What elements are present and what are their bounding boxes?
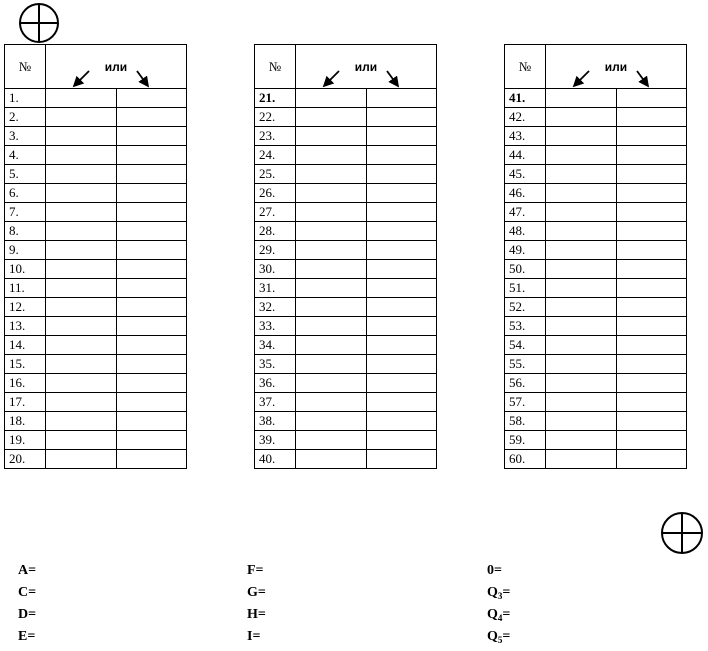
answer-cell-left[interactable] bbox=[46, 241, 117, 260]
table-row bbox=[5, 165, 187, 184]
table-row bbox=[5, 355, 187, 374]
table-row bbox=[505, 355, 687, 374]
row-number: 38. bbox=[255, 412, 296, 431]
answer-cell-right[interactable] bbox=[617, 298, 687, 317]
answer-cell-right[interactable] bbox=[617, 146, 687, 165]
answer-cell-left[interactable] bbox=[546, 431, 617, 450]
table-row bbox=[255, 336, 437, 355]
table-row bbox=[5, 241, 187, 260]
table-row bbox=[505, 146, 687, 165]
answer-cell-left[interactable] bbox=[546, 203, 617, 222]
answer-cell-right[interactable] bbox=[117, 260, 187, 279]
answer-cell-left[interactable] bbox=[546, 355, 617, 374]
answer-cell-left[interactable] bbox=[46, 127, 117, 146]
answer-cell-left[interactable] bbox=[296, 108, 367, 127]
table-row bbox=[505, 222, 687, 241]
answer-cell-left[interactable] bbox=[46, 336, 117, 355]
answer-cell-left[interactable] bbox=[546, 184, 617, 203]
formula-f: F= bbox=[247, 563, 264, 578]
row-number: 59. bbox=[505, 431, 546, 450]
answer-cell-left[interactable] bbox=[296, 184, 367, 203]
answer-cell-right[interactable] bbox=[617, 241, 687, 260]
or-header bbox=[46, 45, 187, 89]
answer-cell-right[interactable] bbox=[617, 222, 687, 241]
answer-cell-left[interactable] bbox=[296, 450, 367, 469]
answer-cell-right[interactable] bbox=[367, 260, 437, 279]
answer-cell-left[interactable] bbox=[46, 279, 117, 298]
row-number: 9. bbox=[5, 241, 46, 260]
table-row bbox=[255, 412, 437, 431]
answer-cell-left[interactable] bbox=[46, 298, 117, 317]
registration-mark-bottom-right-icon bbox=[660, 511, 704, 555]
table-row bbox=[505, 431, 687, 450]
formula-g: G= bbox=[247, 585, 266, 600]
table-row bbox=[5, 127, 187, 146]
row-number: 26. bbox=[255, 184, 296, 203]
answer-cell-left[interactable] bbox=[546, 450, 617, 469]
answer-cell-left[interactable] bbox=[546, 279, 617, 298]
answer-cell-right[interactable] bbox=[367, 108, 437, 127]
answer-cell-right[interactable] bbox=[367, 184, 437, 203]
answer-cell-right[interactable] bbox=[117, 336, 187, 355]
answer-cell-right[interactable] bbox=[367, 317, 437, 336]
answer-cell-left[interactable] bbox=[46, 89, 117, 108]
row-number: 28. bbox=[255, 222, 296, 241]
row-number: 6. bbox=[5, 184, 46, 203]
table-row bbox=[255, 450, 437, 469]
answer-cell-left[interactable] bbox=[296, 355, 367, 374]
answer-cell-right[interactable] bbox=[367, 241, 437, 260]
answer-cell-right[interactable] bbox=[367, 222, 437, 241]
table-row bbox=[255, 146, 437, 165]
table-row bbox=[505, 279, 687, 298]
answer-cell-left[interactable] bbox=[46, 203, 117, 222]
answer-table-3 bbox=[504, 44, 687, 469]
row-number: 5. bbox=[5, 165, 46, 184]
answer-cell-left[interactable] bbox=[296, 317, 367, 336]
answer-cell-right[interactable] bbox=[617, 127, 687, 146]
row-number: 23. bbox=[255, 127, 296, 146]
row-number: 14. bbox=[5, 336, 46, 355]
row-number: 58. bbox=[505, 412, 546, 431]
answer-cell-left[interactable] bbox=[46, 412, 117, 431]
answer-cell-right[interactable] bbox=[617, 108, 687, 127]
answer-cell-right[interactable] bbox=[617, 355, 687, 374]
answer-cell-left[interactable] bbox=[296, 222, 367, 241]
answer-cell-right[interactable] bbox=[367, 374, 437, 393]
formula-q4: $Q_4=$ bbox=[487, 607, 511, 623]
row-number: 39. bbox=[255, 431, 296, 450]
answer-cell-left[interactable] bbox=[296, 298, 367, 317]
formula-c: C= bbox=[18, 585, 37, 600]
answer-cell-left[interactable] bbox=[296, 260, 367, 279]
table-row bbox=[505, 203, 687, 222]
table-row bbox=[5, 260, 187, 279]
table-row bbox=[5, 279, 187, 298]
row-number: 19. bbox=[5, 431, 46, 450]
table-row bbox=[255, 298, 437, 317]
answer-cell-right[interactable] bbox=[617, 393, 687, 412]
answer-cell-left[interactable] bbox=[546, 146, 617, 165]
answer-cell-right[interactable] bbox=[617, 450, 687, 469]
table-row bbox=[5, 393, 187, 412]
formula-q5: $Q_5=$ bbox=[487, 629, 511, 645]
arrows-icon bbox=[546, 45, 687, 88]
or-header bbox=[296, 45, 437, 89]
or-header bbox=[546, 45, 687, 89]
table-row bbox=[505, 336, 687, 355]
row-number: 4. bbox=[5, 146, 46, 165]
answer-cell-right[interactable] bbox=[117, 412, 187, 431]
table-row bbox=[255, 127, 437, 146]
number-header: № bbox=[5, 45, 46, 89]
answer-cell-left[interactable] bbox=[546, 393, 617, 412]
row-number: 60. bbox=[505, 450, 546, 469]
answer-cell-right[interactable] bbox=[617, 165, 687, 184]
table-row bbox=[255, 431, 437, 450]
or-label: или bbox=[104, 60, 128, 74]
row-number: 8. bbox=[5, 222, 46, 241]
table-row bbox=[505, 165, 687, 184]
row-number: 37. bbox=[255, 393, 296, 412]
table-row bbox=[5, 336, 187, 355]
answer-cell-right[interactable] bbox=[617, 336, 687, 355]
row-number: 46. bbox=[505, 184, 546, 203]
table-row bbox=[505, 298, 687, 317]
row-number: 47. bbox=[505, 203, 546, 222]
answer-cell-left[interactable] bbox=[46, 450, 117, 469]
answer-cell-left[interactable] bbox=[546, 222, 617, 241]
table-row bbox=[5, 317, 187, 336]
answer-cell-right[interactable] bbox=[617, 374, 687, 393]
row-number: 10. bbox=[5, 260, 46, 279]
table-row bbox=[505, 393, 687, 412]
answer-cell-left[interactable] bbox=[296, 241, 367, 260]
table-row bbox=[255, 317, 437, 336]
answer-cell-left[interactable] bbox=[296, 165, 367, 184]
table-row bbox=[255, 374, 437, 393]
row-number: 32. bbox=[255, 298, 296, 317]
row-number: 30. bbox=[255, 260, 296, 279]
answer-cell-right[interactable] bbox=[367, 127, 437, 146]
or-label: или bbox=[604, 60, 628, 74]
row-number: 24. bbox=[255, 146, 296, 165]
answer-cell-right[interactable] bbox=[367, 203, 437, 222]
table-row bbox=[5, 374, 187, 393]
answer-cell-right[interactable] bbox=[617, 412, 687, 431]
table-row bbox=[505, 108, 687, 127]
row-number: 43. bbox=[505, 127, 546, 146]
answer-cell-left[interactable] bbox=[46, 393, 117, 412]
row-number: 21. bbox=[255, 89, 296, 108]
row-number: 36. bbox=[255, 374, 296, 393]
row-number: 7. bbox=[5, 203, 46, 222]
answer-cell-left[interactable] bbox=[46, 146, 117, 165]
table-row bbox=[5, 298, 187, 317]
answer-cell-right[interactable] bbox=[117, 374, 187, 393]
formula-h: H= bbox=[247, 607, 266, 622]
answer-cell-left[interactable] bbox=[46, 431, 117, 450]
answer-cell-left[interactable] bbox=[46, 355, 117, 374]
row-number: 50. bbox=[505, 260, 546, 279]
answer-cell-right[interactable] bbox=[117, 108, 187, 127]
row-number: 49. bbox=[505, 241, 546, 260]
answer-cell-left[interactable] bbox=[296, 431, 367, 450]
table-row bbox=[505, 374, 687, 393]
row-number: 17. bbox=[5, 393, 46, 412]
row-number: 20. bbox=[5, 450, 46, 469]
answer-cell-right[interactable] bbox=[117, 355, 187, 374]
answer-cell-left[interactable] bbox=[296, 393, 367, 412]
row-number: 33. bbox=[255, 317, 296, 336]
answer-cell-left[interactable] bbox=[546, 127, 617, 146]
answer-cell-right[interactable] bbox=[117, 127, 187, 146]
answer-cell-right[interactable] bbox=[367, 431, 437, 450]
row-number: 12. bbox=[5, 298, 46, 317]
table-row bbox=[505, 260, 687, 279]
row-number: 2. bbox=[5, 108, 46, 127]
table-row bbox=[255, 203, 437, 222]
answer-cell-right[interactable] bbox=[117, 298, 187, 317]
answer-cell-right[interactable] bbox=[367, 146, 437, 165]
table-row bbox=[255, 279, 437, 298]
answer-cell-left[interactable] bbox=[46, 317, 117, 336]
formula-i: I= bbox=[247, 629, 261, 644]
answer-cell-right[interactable] bbox=[367, 298, 437, 317]
table-row bbox=[505, 450, 687, 469]
answer-cell-left[interactable] bbox=[546, 108, 617, 127]
table-row bbox=[255, 241, 437, 260]
row-number: 35. bbox=[255, 355, 296, 374]
answer-cell-left[interactable] bbox=[46, 165, 117, 184]
table-row bbox=[505, 317, 687, 336]
number-header: № bbox=[505, 45, 546, 89]
answer-cell-right[interactable] bbox=[617, 203, 687, 222]
answer-cell-right[interactable] bbox=[367, 450, 437, 469]
answer-cell-right[interactable] bbox=[117, 393, 187, 412]
row-number: 13. bbox=[5, 317, 46, 336]
answer-cell-right[interactable] bbox=[617, 184, 687, 203]
formula-q3: $Q_3=$ bbox=[487, 585, 511, 601]
row-number: 22. bbox=[255, 108, 296, 127]
answer-cell-left[interactable] bbox=[546, 298, 617, 317]
answer-cell-left[interactable] bbox=[46, 108, 117, 127]
answer-cell-left[interactable] bbox=[296, 146, 367, 165]
table-row bbox=[505, 412, 687, 431]
answer-cell-right[interactable] bbox=[617, 279, 687, 298]
answer-cell-left[interactable] bbox=[546, 412, 617, 431]
row-number: 25. bbox=[255, 165, 296, 184]
table-row bbox=[5, 89, 187, 108]
table-row bbox=[255, 184, 437, 203]
table-row bbox=[255, 355, 437, 374]
answer-cell-left[interactable] bbox=[296, 412, 367, 431]
answer-cell-right[interactable] bbox=[117, 431, 187, 450]
answer-cell-right[interactable] bbox=[117, 317, 187, 336]
or-label: или bbox=[354, 60, 378, 74]
answer-cell-left[interactable] bbox=[296, 279, 367, 298]
table-row bbox=[505, 127, 687, 146]
table-row bbox=[5, 146, 187, 165]
formula-a: A= bbox=[18, 563, 37, 578]
answer-cell-right[interactable] bbox=[367, 165, 437, 184]
table-row bbox=[505, 184, 687, 203]
table-row bbox=[505, 241, 687, 260]
table-row bbox=[5, 184, 187, 203]
row-number: 15. bbox=[5, 355, 46, 374]
table-row bbox=[5, 450, 187, 469]
row-number: 55. bbox=[505, 355, 546, 374]
row-number: 29. bbox=[255, 241, 296, 260]
row-number: 18. bbox=[5, 412, 46, 431]
answer-cell-left[interactable] bbox=[296, 336, 367, 355]
answer-cell-left[interactable] bbox=[46, 222, 117, 241]
row-number: 40. bbox=[255, 450, 296, 469]
row-number: 51. bbox=[505, 279, 546, 298]
row-number: 45. bbox=[505, 165, 546, 184]
table-row bbox=[505, 89, 687, 108]
answer-cell-left[interactable] bbox=[546, 165, 617, 184]
row-number: 48. bbox=[505, 222, 546, 241]
answer-cell-left[interactable] bbox=[296, 374, 367, 393]
answer-cell-right[interactable] bbox=[117, 450, 187, 469]
answer-cell-left[interactable] bbox=[296, 203, 367, 222]
answer-cell-right[interactable] bbox=[117, 146, 187, 165]
answer-table-2 bbox=[254, 44, 437, 469]
row-number: 31. bbox=[255, 279, 296, 298]
answer-cell-right[interactable] bbox=[617, 89, 687, 108]
table-row bbox=[5, 108, 187, 127]
answer-cell-left[interactable] bbox=[296, 127, 367, 146]
table-row bbox=[255, 260, 437, 279]
row-number: 34. bbox=[255, 336, 296, 355]
row-number: 57. bbox=[505, 393, 546, 412]
row-number: 53. bbox=[505, 317, 546, 336]
answer-cell-right[interactable] bbox=[367, 412, 437, 431]
answer-cell-left[interactable] bbox=[546, 374, 617, 393]
row-number: 11. bbox=[5, 279, 46, 298]
answer-cell-right[interactable] bbox=[117, 203, 187, 222]
answer-cell-right[interactable] bbox=[617, 431, 687, 450]
answer-cell-right[interactable] bbox=[117, 241, 187, 260]
answer-cell-right[interactable] bbox=[117, 222, 187, 241]
row-number: 54. bbox=[505, 336, 546, 355]
answer-cell-left[interactable] bbox=[546, 336, 617, 355]
arrows-icon bbox=[46, 45, 187, 88]
table-row bbox=[5, 431, 187, 450]
formula-d: D= bbox=[18, 607, 37, 622]
row-number: 41. bbox=[505, 89, 546, 108]
table-row bbox=[255, 222, 437, 241]
answer-cell-left[interactable] bbox=[546, 241, 617, 260]
answer-cell-right[interactable] bbox=[367, 89, 437, 108]
answer-cell-left[interactable] bbox=[46, 260, 117, 279]
answer-cell-right[interactable] bbox=[617, 317, 687, 336]
answer-cell-right[interactable] bbox=[117, 165, 187, 184]
answer-cell-right[interactable] bbox=[117, 184, 187, 203]
table-row bbox=[255, 89, 437, 108]
formula-zero: 0= bbox=[487, 563, 502, 578]
answer-cell-right[interactable] bbox=[367, 355, 437, 374]
table-row bbox=[5, 412, 187, 431]
answer-cell-right[interactable] bbox=[367, 393, 437, 412]
answer-cell-right[interactable] bbox=[117, 89, 187, 108]
registration-mark-top-left-icon bbox=[18, 2, 60, 44]
table-row bbox=[5, 222, 187, 241]
answer-cell-right[interactable] bbox=[367, 279, 437, 298]
table-row bbox=[255, 393, 437, 412]
row-number: 42. bbox=[505, 108, 546, 127]
number-header: № bbox=[255, 45, 296, 89]
row-number: 16. bbox=[5, 374, 46, 393]
arrows-icon bbox=[296, 45, 437, 88]
formula-e: E= bbox=[18, 629, 36, 644]
row-number: 27. bbox=[255, 203, 296, 222]
answer-cell-left[interactable] bbox=[546, 89, 617, 108]
answer-cell-right[interactable] bbox=[617, 260, 687, 279]
answer-cell-right[interactable] bbox=[367, 336, 437, 355]
table-row bbox=[255, 165, 437, 184]
answer-cell-left[interactable] bbox=[546, 260, 617, 279]
row-number: 3. bbox=[5, 127, 46, 146]
answer-cell-left[interactable] bbox=[46, 184, 117, 203]
answer-cell-left[interactable] bbox=[46, 374, 117, 393]
row-number: 44. bbox=[505, 146, 546, 165]
answer-cell-right[interactable] bbox=[117, 279, 187, 298]
row-number: 56. bbox=[505, 374, 546, 393]
answer-table-1 bbox=[4, 44, 187, 469]
answer-cell-left[interactable] bbox=[546, 317, 617, 336]
table-row bbox=[255, 108, 437, 127]
row-number: 1. bbox=[5, 89, 46, 108]
row-number: 52. bbox=[505, 298, 546, 317]
table-row bbox=[5, 203, 187, 222]
answer-cell-left[interactable] bbox=[296, 89, 367, 108]
